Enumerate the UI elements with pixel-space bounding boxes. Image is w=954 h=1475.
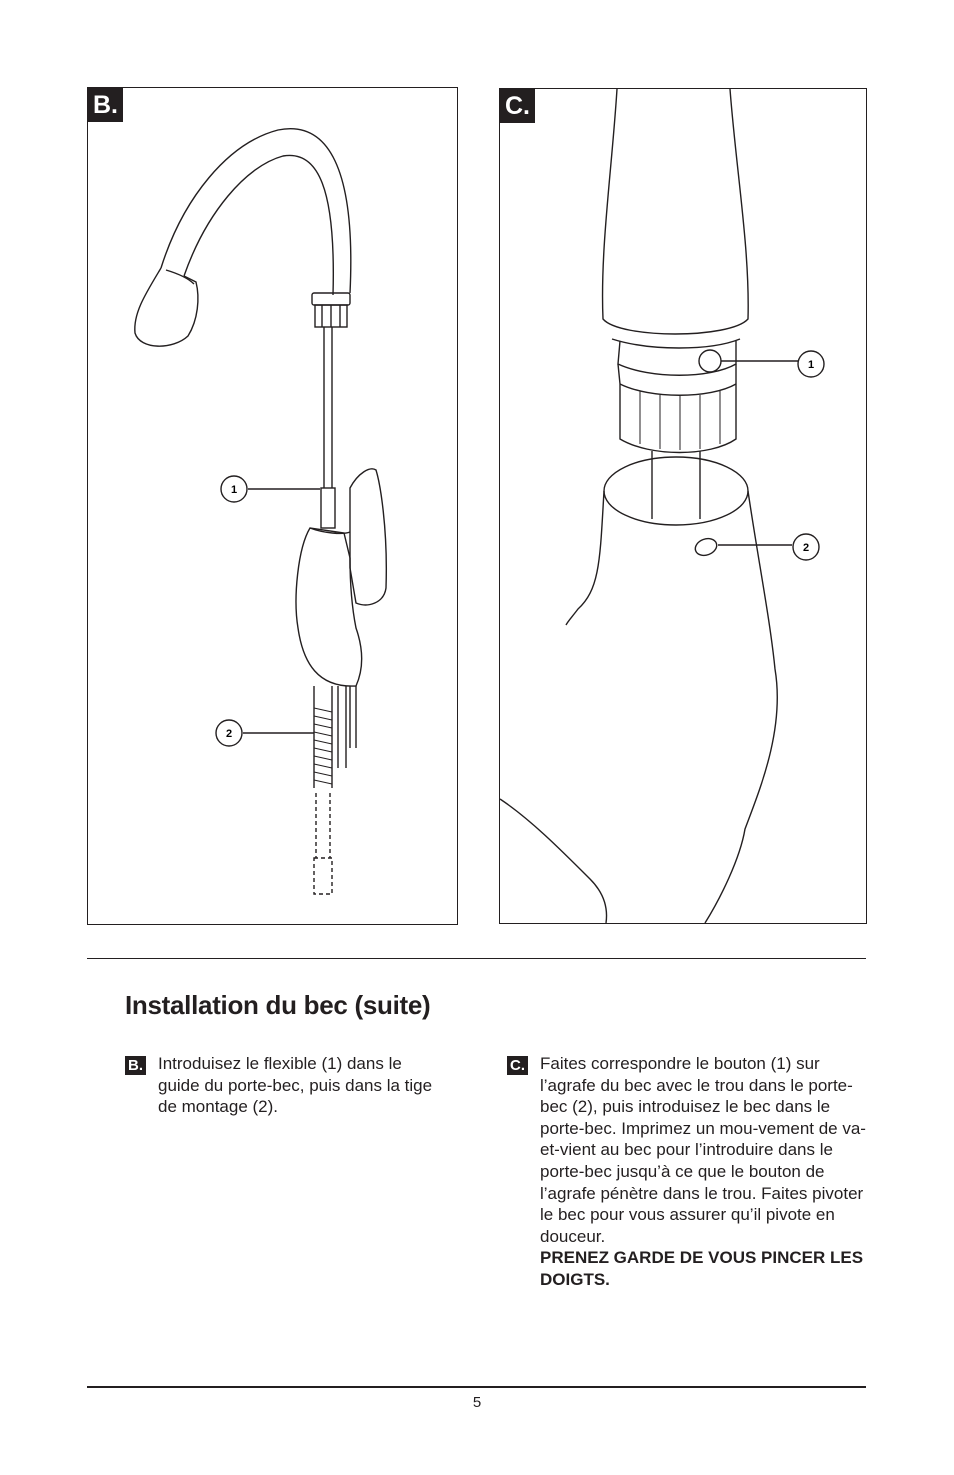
figure-b-tag: B. [88, 88, 123, 122]
step-b-badge: B. [125, 1056, 146, 1075]
figure-c-tag: C. [500, 89, 535, 123]
callout-1-label: 1 [230, 484, 238, 496]
step-c-warning: PRENEZ GARDE DE VOUS PINCER LES DOIGTS. [540, 1248, 864, 1289]
spout-coupling [312, 293, 350, 305]
sink-deck-curve [500, 799, 607, 923]
knurled-nut [618, 364, 736, 453]
step-c-body [540, 1053, 875, 1291]
footer-divider [87, 1386, 866, 1388]
step-c-badge: C. [507, 1056, 528, 1075]
step-b-text: Introduisez le flexible (1) dans le guide du porte-bec, puis dans la tige de montage (2). [158, 1054, 433, 1117]
figure-c [499, 88, 867, 924]
callout-1-label: 1 [807, 359, 815, 371]
spout-outer-curve [161, 129, 351, 293]
clip-button [699, 350, 721, 372]
lever-handle [350, 469, 386, 605]
base-left-edge [566, 491, 604, 625]
spout-base-edge [612, 339, 740, 348]
spout-inner-curve [184, 155, 333, 295]
spout-base-illustration [500, 89, 866, 923]
shank-threads [314, 708, 332, 784]
callout-2-label: 2 [802, 542, 810, 554]
base-hole [693, 536, 719, 559]
page-number: 5 [472, 1394, 482, 1411]
hose-end-dashed [314, 793, 332, 894]
faucet-body [296, 528, 362, 686]
spout-clip [618, 341, 736, 375]
base-opening [604, 457, 748, 525]
step-c [507, 1053, 877, 1303]
section-title: Installation du bec (suite) [125, 990, 431, 1020]
spout-tube [603, 89, 749, 334]
section-divider [87, 958, 866, 959]
figure-b [87, 87, 458, 925]
callout-2-label: 2 [225, 728, 233, 740]
hose-fitting [321, 488, 335, 528]
step-c-text: Faites correspondre le bouton (1) sur l’agrafe du bec avec le trou dans le porte-bec (2), puis introduisez le bec dans le porte-bec. Imprimez un mou-vement de va-et-vient au bec pour l’introduire dans le porte-bec jusqu’à ce que le bouton de l’agrafe pénètre dans le trou. Faites pivoter le bec pour vous assurer qu’il pivote en douceur. [540, 1054, 866, 1246]
base-right-edge [705, 491, 777, 923]
step-b [125, 1053, 455, 1133]
faucet-illustration [88, 88, 457, 924]
